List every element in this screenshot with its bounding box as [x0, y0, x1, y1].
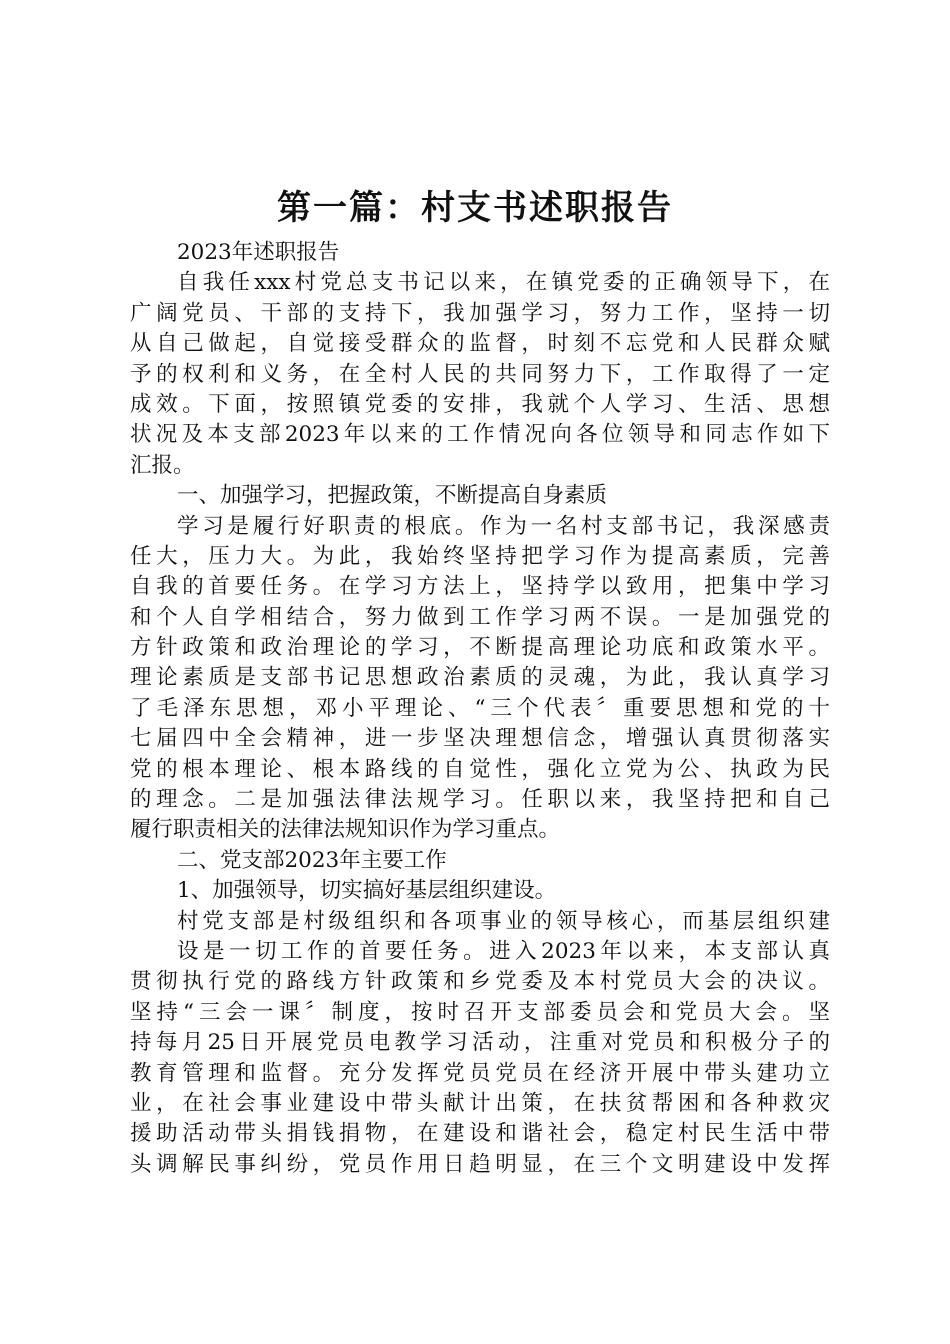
text-line: 村党支部是村级组织和各项事业的领导核心，而基层组织建	[177, 908, 830, 934]
text-line: 援助活动带头捐钱捐物，在建设和谐社会，稳定村民生活中带	[130, 1121, 830, 1147]
text-line: 二、党支部2023年主要工作	[177, 847, 447, 873]
text-line: 任大，压力大。为此，我始终坚持把学习作为提高素质，完善	[130, 543, 830, 569]
document-body	[130, 238, 830, 1180]
text-line: 七届四中全会精神，进一步坚决理想信念，增强认真贯彻落实	[130, 726, 830, 752]
text-line: 设是一切工作的首要任务。进入2023年以来，本支部认真	[177, 938, 830, 964]
text-line: 持每月25日开展党员电教学习活动，注重对党员和积极分子的	[130, 1030, 830, 1056]
text-line: 从自己做起，自觉接受群众的监督，时刻不忘党和人民群众赋	[130, 331, 830, 357]
text-line: 1、加强领导，切实搞好基层组织建设。	[177, 878, 557, 904]
text-line: 汇报。	[130, 452, 195, 478]
text-line: 党的根本理论、根本路线的自觉性，强化立党为公、执政为民	[130, 756, 830, 782]
text-line: 成效。下面，按照镇党委的安排，我就个人学习、生活、思想	[130, 391, 830, 417]
text-line: 一、加强学习，把握政策，不断提高自身素质	[177, 483, 608, 509]
text-line: 方针政策和政治理论的学习，不断提高理论功底和政策水平。	[130, 635, 830, 661]
text-line: 2023年述职报告	[177, 240, 340, 265]
text-line: 自我的首要任务。在学习方法上，坚持学以致用，把集中学习	[130, 574, 830, 600]
text-line: 状况及本支部2023年以来的工作情况向各位领导和同志作如下	[130, 422, 830, 448]
text-line: 了毛泽东思想，邓小平理论、“三个代表〞重要思想和党的十	[130, 695, 830, 721]
document-title: 第一篇：村支书述职报告	[277, 188, 673, 228]
text-line: 广阔党员、干部的支持下，我加强学习，努力工作，坚持一切	[130, 300, 830, 326]
text-line: 坚持“三会一课〞制度，按时召开支部委员会和党员大会。坚	[130, 999, 830, 1025]
text-line: 贯彻执行党的路线方针政策和乡党委及本村党员大会的决议。	[130, 969, 830, 995]
text-line: 自我任xxx村党总支书记以来，在镇党委的正确领导下，在	[177, 270, 830, 296]
text-line: 予的权利和义务，在全村人民的共同努力下，工作取得了一定	[130, 361, 830, 387]
text-line: 和个人自学相结合，努力做到工作学习两不误。一是加强党的	[130, 604, 830, 630]
text-line: 教育管理和监督。充分发挥党员党员在经济开展中带头建功立	[130, 1060, 830, 1086]
text-line: 履行职责相关的法律法规知识作为学习重点。	[130, 817, 561, 843]
text-line: 的理念。二是加强法律法规学习。任职以来，我坚持把和自己	[130, 787, 830, 813]
text-line: 业，在社会事业建设中带头献计出策，在扶贫帮困和各种救灾	[130, 1090, 830, 1116]
text-line: 头调解民事纠纷，党员作用日趋明显，在三个文明建设中发挥	[130, 1151, 830, 1177]
text-line: 理论素质是支部书记思想政治素质的灵魂，为此，我认真学习	[130, 665, 830, 691]
text-line: 学习是履行好职责的根底。作为一名村支部书记，我深感责	[177, 513, 830, 539]
